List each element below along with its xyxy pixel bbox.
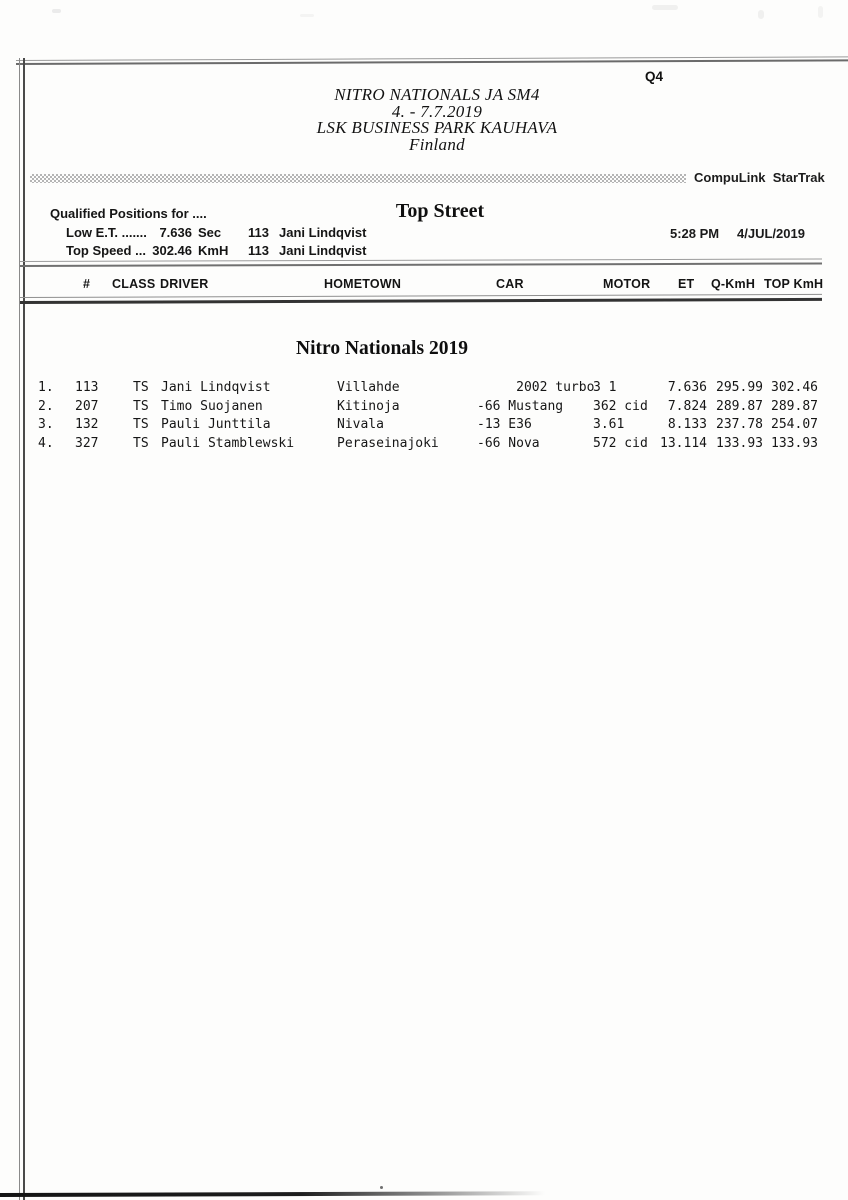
cell-class: TS [133, 380, 149, 395]
low-et-driver: Jani Lindqvist [279, 225, 367, 240]
scan-artifact [652, 5, 678, 10]
low-et-car-number: 113 [248, 225, 269, 240]
cell-qkmh: 289.87 [716, 398, 763, 414]
cell-et: 8.133 [667, 417, 707, 432]
cell-car: 2002 turbo [477, 380, 595, 395]
cell-car: -13 E36 [477, 417, 532, 432]
header-cell-topkmh: TOP KmH [764, 277, 824, 291]
low-et-unit: Sec [198, 225, 222, 240]
cell-driver: Pauli Stamblewski [161, 435, 295, 451]
cell-class: TS [133, 398, 149, 414]
event-country: Finland [409, 135, 465, 154]
cell-class: TS [133, 435, 149, 451]
cell-topkmh: 254.07 [771, 417, 818, 432]
print-time: 5:28 PM [670, 226, 720, 241]
results-row [0, 380, 848, 397]
scan-artifact [758, 10, 764, 19]
cell-motor: 3 1 [593, 380, 617, 395]
low-et-label: Low E.T. ....... [66, 225, 147, 240]
header-cell-class: CLASS [112, 277, 156, 291]
event-heading: Nitro Nationals 2019 [296, 338, 468, 359]
scan-artifact [52, 9, 61, 13]
timing-system-brand: CompuLink StarTrak [694, 170, 825, 185]
cell-driver: Jani Lindqvist [161, 380, 271, 395]
header-cell-driver: DRIVER [160, 277, 209, 291]
top-speed-car-number: 113 [248, 243, 269, 258]
header-rule-bottom [20, 294, 822, 298]
cell-qkmh: 237.78 [716, 417, 763, 432]
results-row [0, 436, 848, 453]
top-speed-row [0, 243, 848, 260]
cell-car: -66 Nova [477, 435, 540, 451]
print-date: 4/JUL/2019 [737, 226, 805, 241]
event-dates: 4. - 7.7.2019 [391, 102, 483, 121]
cell-motor: 3.61 [593, 417, 625, 432]
scan-dot [380, 1186, 383, 1189]
cell-number: 207 [75, 398, 99, 414]
cell-number: 132 [75, 417, 99, 432]
scan-artifact [818, 6, 823, 18]
cell-et: 7.824 [667, 398, 707, 414]
results-row [0, 417, 848, 434]
cell-driver: Timo Suojanen [161, 398, 263, 414]
header-cell-car: CAR [496, 277, 524, 291]
qualified-positions-label: Qualified Positions for .... [50, 206, 207, 221]
event-name: NITRO NATIONALS JA SM4 [334, 85, 540, 104]
scan-artifact [300, 14, 314, 17]
cell-class: TS [133, 417, 149, 432]
cell-topkmh: 289.87 [771, 398, 818, 414]
cell-qkmh: 295.99 [716, 380, 763, 395]
event-venue: LSK BUSINESS PARK KAUHAVA [316, 118, 558, 137]
cell-et: 7.636 [667, 380, 707, 395]
top-speed-unit: KmH [198, 243, 229, 258]
low-et-row [0, 225, 848, 242]
top-speed-label: Top Speed ... [66, 243, 146, 258]
cell-motor: 362 cid [593, 398, 648, 414]
header-rule-bottom [20, 298, 822, 304]
header-cell-hometown: HOMETOWN [324, 277, 402, 291]
cell-rank: 1. [38, 380, 54, 395]
top-speed-value: 302.46 [152, 243, 192, 258]
class-title: Top Street [395, 200, 485, 222]
cell-hometown: Kitinoja [337, 398, 400, 414]
header-cell-qkmh: Q-KmH [711, 277, 756, 291]
bottom-scan-bar [0, 1191, 545, 1196]
results-row [0, 399, 848, 416]
results-table-header [0, 277, 848, 293]
cell-topkmh: 302.46 [771, 380, 818, 395]
top-speed-driver: Jani Lindqvist [279, 243, 367, 258]
dotted-separator [30, 174, 686, 183]
cell-rank: 3. [38, 417, 54, 432]
cell-rank: 2. [38, 398, 54, 414]
cell-motor: 572 cid [593, 435, 648, 451]
cell-hometown: Nivala [337, 417, 384, 432]
cell-topkmh: 133.93 [771, 435, 818, 451]
cell-rank: 4. [38, 435, 54, 451]
low-et-value: 7.636 [159, 225, 192, 240]
session-label: Q4 [645, 69, 664, 84]
cell-hometown: Villahde [337, 380, 400, 395]
cell-qkmh: 133.93 [716, 435, 763, 451]
header-cell-et: ET [678, 277, 695, 291]
cell-number: 113 [75, 380, 99, 395]
header-rule-top [20, 262, 822, 266]
cell-car: -66 Mustang [477, 398, 564, 414]
cell-et: 13.114 [660, 435, 707, 451]
header-cell-motor: MOTOR [603, 277, 651, 291]
cell-driver: Pauli Junttila [161, 417, 271, 432]
cell-hometown: Peraseinajoki [337, 435, 439, 451]
header-cell-number: # [83, 277, 91, 291]
cell-number: 327 [75, 435, 99, 451]
